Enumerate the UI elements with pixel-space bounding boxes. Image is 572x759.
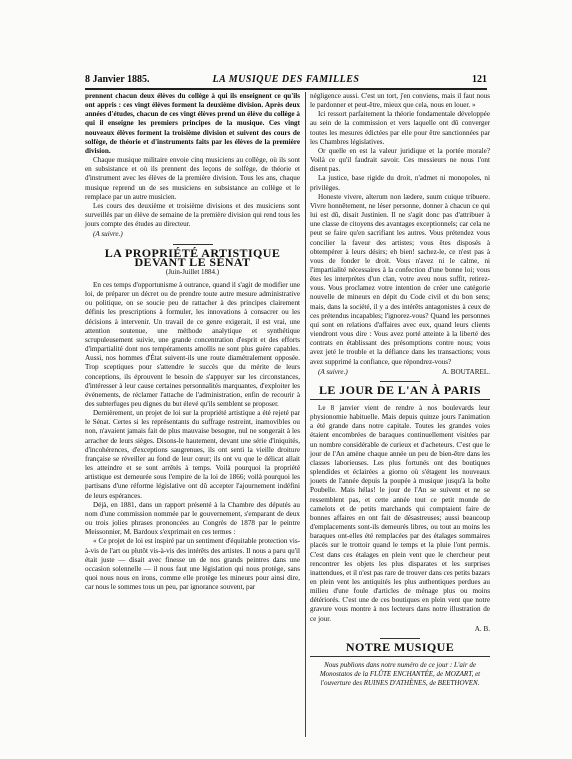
article-paragraph: Dernièrement, un projet de loi sur la propriété artistique a été rejeté par le Sénat. Certes si les représentants du suffrage restreint, inamovibles ou non, n'avaient jamais fait de plus mauvaise besogne, nul ne songerait à les arracher de leurs sièges. Disons-le hautement, devant une série d'iniquités, d'incohérences, d'exceptions saugrenues, ils ont senti la vieille droiture française se réveiller au fond de leur cœur; ils ont vu que le délicat allait les atteindre et se sont arrêtés à temps. Voilà pourquoi la propriété artistique est demeurée sous l'empire de la loi de 1866; voilà pourquoi les partisans d'une réforme législative ont dû accepter l'ajournement indéfini de leurs espérances. (85, 409, 300, 500)
new-year-paragraph: Le 8 janvier vient de rendre à nos boulevards leur physionomie habituelle. Mais depuis quinze jours l'animation a été grande dans notre capitale. Toutes les grandes voies étaient encombrées de baraques continuellement visitées par un nombre considérable de curieux et d'acheteurs. C'est que le jour de l'An amène chaque année un peu de bien-être dans les classes laborieuses. Les plus fortunés ont des boutiques splendides et éclairées a giorno où s'étagent les nouveaux jouets de l'année depuis la poupée à musique jusqu'à la boîte Poubelle. Mais hélas! le jour de l'An se suivent et ne se ressemblent pas, et cette année tout ce petit monde de camelots et de petits marchands qui comptaient faire de bonnes affaires en ont fait de désastreuses; aussi beaucoup d'emplacements sont-ils demeurés libres, ou tout au moins les baraques ont-elles été remplacées par des étalages sommaires placés sur le trottoir quand le temps et la pluie l'ont permis. C'est dans ces étalages en plein vent que le chercheur peut rencontrer les objets les plus disparates et les surprises inattendues, et il n'est pas rare de trouver dans ces petits bazars en plein vent les antiquités les plus authentiques perdues au milieu d'une foule d'articles de ménage plus ou moins détériorés. C'est une de ces boutiques en plein vent que notre gravure vous montre à nos lecteurs dans notre illustration de ce jour. (310, 404, 490, 623)
intro-paragraph: Les cours des deuxième et troisième divisions et des musiciens sont surveillés par un élève de semaine de la première division qui rend tous les jours compte des études au directeur. (85, 201, 300, 229)
continuation-signature: (A suivre.) A. BOUTAREL. (318, 367, 490, 376)
continuation-paragraph: La justice, base rigide du droit, n'admet ni monopoles, ni privilèges. (310, 174, 490, 192)
column-separator (305, 92, 306, 737)
continuation-paragraph: Honeste vivere, alterum non lædere, suum cuique tribuere. Vivre honnêtement, ne léser personne, donner à chacun ce qui lui est dû, disait Justinien. Il ne s'agit donc pas d'attribuer à une classe de citoyens des avantages exceptionnels; car cela ne peut se faire qu'en sacrifiant les autres. Vous prétendez vous concilier la faveur des artistes; vous êtes disposés à obtempérer à leurs désirs; eh bien! sachez-le, ce n'est pas à vous de fonder le droit. Vous n'avez ni le calme, ni l'impartialité nécessaires à la confection d'une bonne loi; vous êtes les interprètes d'un clan, votre aveu nous suffit, retirez-vous. Vous proclamez votre intention de créer une catégorie nouvelle de mineurs en dépit du Code civil et du bon sens; mais, dans la société, il y a des intérêts antagonistes à ceux de ces prétendus incapables; l'ignorez-vous? Quand les personnes qui sont en relations d'affaires avec eux, quand leurs clients viendront vous dire : Vous avez porté atteinte à la liberté des contrats en établissant des présomptions contre nous; vous avez jeté le trouble et la défiance dans les transactions; vous avez supprimé la confiance, que répondrez-vous? (310, 192, 490, 366)
article-paragraph: « Ce projet de loi est inspiré par un sentiment d'équitable protection vis-à-vis de l'art ou plutôt vis-à-vis des intérêts des artistes. Il nous a paru qu'il était juste — disait avec finesse un de nos grands peintres dans une occasion solennelle — il nous faut une législation qui nous protège, sans quoi nous nous en irons, comme elle protège les mineurs pour ainsi dire, car nous le sommes tous un peu, par ignorance souvent, par (85, 537, 300, 592)
section-title-new-year: LE JOUR DE L'AN À PARIS (319, 382, 481, 397)
new-year-signature: A. B. (474, 624, 490, 633)
article-paragraph: En ces temps d'opportunisme à outrance, quand il s'agit de modifier une loi, de préparer un décret ou de prendre toute autre mesure administrative ou politique, on se soucie peu de rattacher à des principes clairement définis les prescriptions à formuler, les innovations à consacrer ou les décisions à intervenir. Un travail de ce genre exigerait, il est vrai, une attention soutenue, une méthode analytique et synthétique scrupuleusement suivie, une grande concentration d'esprit et des efforts d'impartialité dont nos tempéraments amollis ne sont plus guère capables. Aussi, nos hommes d'État suivent-ils une route diamétralement opposée. Trop sceptiques pour s'attendre le succès que du mérite de leurs conceptions, ils éprouvent le besoin de s'appuyer sur les circonstances, d'intéresser à leur cause certaines personnalités marquantes, d'exploiter les événements, de réclamer l'attache de l'administration, enfin de recourir à des subterfuges peu dignes du but élevé qu'ils semblent se proposer. (85, 280, 300, 408)
section-title-music: NOTRE MUSIQUE (345, 639, 455, 654)
intro-signature: (A suivre.) (93, 230, 123, 239)
music-note: Nous publions dans notre numéro de ce jour : L'air de Monostatos de la FLÛTE ENCHANTÉE, de MOZART, et l'ouverture des RUINES D'ATHÈNES, de BEETHOVEN. (319, 661, 481, 688)
header-rule (85, 88, 487, 90)
continuation-paragraph: Ici ressort parfaitement la théorie fondamentale développée au sein de la commission et vers laquelle ont dû converger toutes les mesures édictées par elle pour être sanctionnées par les Chambres législatives. (310, 110, 490, 146)
article-title: LA PROPRIÉTÉ ARTISTIQUE DEVANT LE SÉNAT (104, 245, 281, 269)
article-paragraph: Déjà, en 1881, dans un rapport présenté à la Chambre des députés au nom d'une commission nommée par le gouvernement, s'emparant de deux ou trois jolies phrases prononcées au Congrès de 1878 par le peintre Meissonnier, M. Bardoux s'exprimait en ces termes : (85, 500, 300, 537)
right-column (310, 92, 490, 689)
header-date: 8 Janvier 1885. (85, 74, 150, 85)
continuation-paragraph: Or quelle en est la valeur juridique et la portée morale? Voilà ce qu'il faudrait savoir. Ces messieurs ne nous l'ont disent pas. (310, 146, 490, 174)
continuation-paragraph: négligence aussi. C'est un tort, j'en conviens, mais il faut nous le pardonner et peut-être, mieux que cela, nous en louer. » (310, 92, 490, 110)
article-subtitle: (Juin-Juillet 1884.) (165, 267, 220, 276)
intro-paragraph: Chaque musique militaire envoie cinq musiciens au collège, où ils sont en subsistance et où ils prennent des leçons de solfège, de théorie et d'instrument avec les élèves de la première division. Tous les ans, chaque musique reprend un de ses musiciens en subsistance au collège et le remplace par un autre musicien. (85, 156, 300, 201)
section-underline (310, 656, 490, 657)
header-journal-title: LA MUSIQUE DES FAMILLES (212, 74, 360, 85)
section-rule (173, 244, 213, 245)
section-underline (310, 399, 490, 400)
page-header (85, 74, 487, 88)
section-rule (380, 381, 420, 382)
section-rule (380, 638, 420, 639)
intro-paragraph: prennent chacun deux élèves du collège à qui ils enseignent ce qu'ils ont appris : ces vingt élèves forment la deuxième division. Après deux années d'études, chacun de ces vingt élèves prend un élève du collège à qui il enseigne les premiers principes de la musique. Ces vingt nouveaux élèves forment la troisième division et suivent des cours de solfège, de théorie et d'instruments faits par les élèves de la première division. (85, 92, 300, 155)
header-page-number: 121 (472, 74, 487, 85)
left-column (85, 92, 300, 592)
